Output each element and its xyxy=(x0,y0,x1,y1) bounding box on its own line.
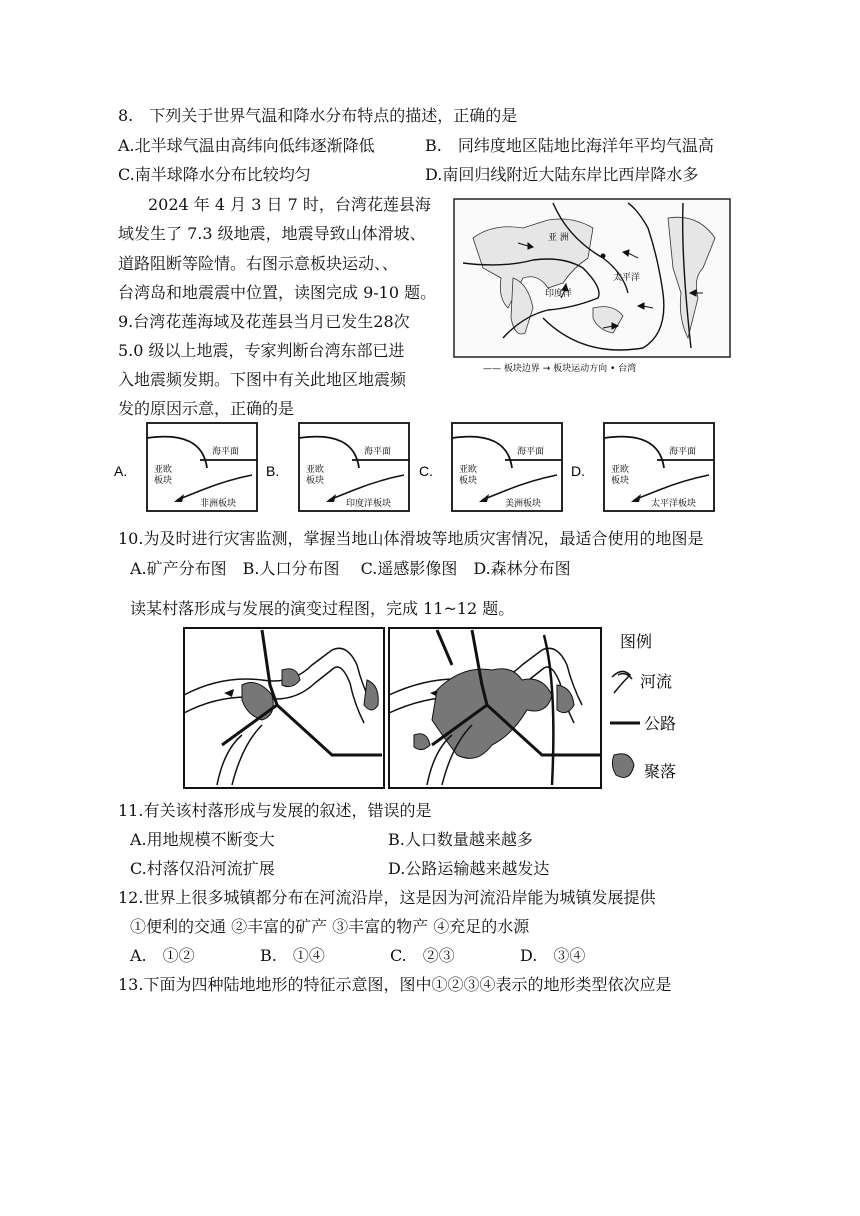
legend-title: 图例 xyxy=(620,634,653,651)
intro-9-10-line-2: 域发生了 7.3 级地震，地震导致山体滑坡、 xyxy=(118,224,426,243)
q11-option-b: B.人口数量越来越多 xyxy=(388,830,533,849)
legend-river: 河流 xyxy=(640,674,673,691)
q9-line-3: 入地震频发期。下图中有关此地区地震频 xyxy=(118,370,407,389)
intro-9-10-line-4: 台湾岛和地震震中位置，读图完成 9-10 题。 xyxy=(118,283,437,302)
eurasian-plate-label-1: 亚欧 xyxy=(154,465,173,475)
eurasian-plate-label-2: 板块 xyxy=(154,476,173,486)
other-plate-label: 非洲板块 xyxy=(200,499,237,509)
eurasian-plate-label-2: 板块 xyxy=(306,476,325,486)
sea-level-label: 海平面 xyxy=(669,447,697,457)
other-plate-label: 印度洋板块 xyxy=(346,499,392,509)
q10-stem: 10.为及时进行灾害监测，掌握当地山体滑坡等地质灾害情况，最适合使用的地图是 xyxy=(118,529,704,548)
q9-diagram-a xyxy=(112,420,262,516)
diagram-letter: A. xyxy=(114,463,128,479)
q11-stem: 11.有关该村落形成与发展的叙述，错误的是 xyxy=(118,801,432,820)
world-plate-map xyxy=(453,198,731,376)
q9-line-1: 9.台湾花莲海域及花莲县当月已发生28次 xyxy=(118,312,410,331)
diagram-letter: C. xyxy=(419,463,433,479)
q11-option-c: C.村落仅沿河流扩展 xyxy=(130,859,275,878)
label-pacific: 太平洋 xyxy=(613,273,641,283)
eurasian-plate-label-2: 板块 xyxy=(459,476,478,486)
q8-option-c: C.南半球降水分布比较均匀 xyxy=(118,165,311,184)
q8-option-d: D.南回归线附近大陆东岸比西岸降水多 xyxy=(425,165,699,184)
label-asia: 亚 洲 xyxy=(548,233,569,243)
q12-option-b: B. ①④ xyxy=(260,946,325,965)
eurasian-plate-label-2: 板块 xyxy=(611,476,630,486)
legend-road: 公路 xyxy=(644,716,677,733)
map-legend: —— 板块边界 → 板块运动方向 • 台湾 xyxy=(483,364,637,374)
intro-9-10-line-3: 道路阻断等险情。右图示意板块运动、、 xyxy=(118,254,399,273)
q10-options: A.矿产分布图 B.人口分布图 C.遥感影像图 D.森林分布图 xyxy=(130,559,571,578)
q8-option-b: B. 同纬度地区陆地比海洋年平均气温高 xyxy=(425,136,714,155)
q12-option-d: D. ③④ xyxy=(520,946,586,965)
diagram-letter: B. xyxy=(266,463,280,479)
intro-9-10-line-1: 2024 年 4 月 3 日 7 时，台湾花莲县海 xyxy=(148,195,431,214)
label-indian: 印度洋 xyxy=(545,289,573,299)
legend-settlement: 聚落 xyxy=(644,764,677,781)
intro-11-12: 读某村落形成与发展的演变过程图，完成 11~12 题。 xyxy=(130,599,515,618)
sea-level-label: 海平面 xyxy=(212,447,240,457)
q8-stem: 8. 下列关于世界气温和降水分布特点的描述，正确的是 xyxy=(118,106,518,125)
q11-option-a: A.用地规模不断变大 xyxy=(130,830,275,849)
q8-option-a: A.北半球气温由高纬向低纬逐渐降低 xyxy=(118,136,375,155)
sea-level-label: 海平面 xyxy=(517,447,545,457)
eurasian-plate-label-1: 亚欧 xyxy=(306,465,325,475)
sea-level-label: 海平面 xyxy=(364,447,392,457)
other-plate-label: 太平洋板块 xyxy=(651,499,697,509)
q9-line-2: 5.0 级以上地震，专家判断台湾东部已进 xyxy=(118,341,405,360)
settlement-evolution-figure xyxy=(182,625,692,793)
eurasian-plate-label-1: 亚欧 xyxy=(611,465,630,475)
q9-diagram-c xyxy=(417,420,567,516)
q9-diagram-d xyxy=(569,420,719,516)
diagram-letter: D. xyxy=(571,463,585,479)
q9-diagram-b xyxy=(264,420,414,516)
other-plate-label: 美洲板块 xyxy=(505,499,542,509)
q12-items: ①便利的交通 ②丰富的矿产 ③丰富的物产 ④充足的水源 xyxy=(130,917,530,936)
taiwan-marker xyxy=(601,254,606,259)
q12-option-c: C. ②③ xyxy=(390,946,455,965)
q9-line-4: 发的原因示意，正确的是 xyxy=(118,399,295,418)
q13-stem: 13.下面为四种陆地地形的特征示意图，图中①②③④表示的地形类型依次应是 xyxy=(118,975,672,994)
q11-option-d: D.公路运输越来越发达 xyxy=(388,859,550,878)
settlement-legend-icon xyxy=(612,754,634,778)
eurasian-plate-label-1: 亚欧 xyxy=(459,465,478,475)
q12-stem: 12.世界上很多城镇都分布在河流沿岸，这是因为河流沿岸能为城镇发展提供 xyxy=(118,888,656,907)
q12-option-a: A. ①② xyxy=(130,946,195,965)
